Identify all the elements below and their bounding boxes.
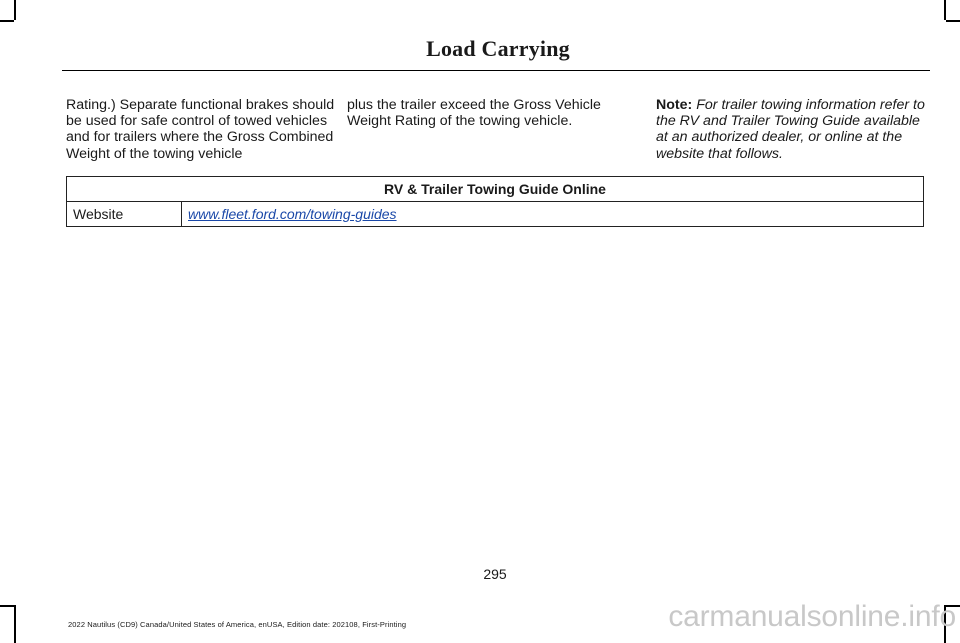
website-label: Website xyxy=(67,202,182,227)
towing-guides-link[interactable]: www.fleet.ford.com/towing-guides xyxy=(188,206,397,222)
website-cell xyxy=(182,202,924,227)
table-header-row xyxy=(67,177,924,202)
crop-mark xyxy=(14,605,16,643)
crop-mark xyxy=(0,20,14,22)
note-label: Note: xyxy=(656,97,693,113)
body-column-2: plus the trailer exceed the Gross Vehicle Weight Rating of the towing vehicle. xyxy=(347,97,601,130)
body-column-1: Rating.) Separate functional brakes should be used for safe control of towed vehicles and for trailers where the Gross Combined Weight of the towing vehicle xyxy=(66,97,335,162)
watermark: carmanualsonline.info xyxy=(668,600,956,633)
crop-mark xyxy=(944,0,946,20)
table-row xyxy=(67,202,924,227)
note-text: For trailer towing information refer to the RV and Trailer Towing Guide available at an authorized dealer, or online at the website that follows. xyxy=(656,97,925,162)
crop-mark xyxy=(14,0,16,20)
page-number: 295 xyxy=(483,566,507,582)
crop-mark xyxy=(0,605,14,607)
towing-guide-table xyxy=(66,176,924,227)
edition-footer: 2022 Nautilus (CD9) Canada/United States of America, enUSA, Edition date: 202108, First-Printing xyxy=(68,620,407,629)
table-title: RV & Trailer Towing Guide Online xyxy=(67,177,924,202)
header-rule xyxy=(62,70,930,71)
page-title: Load Carrying xyxy=(426,36,570,61)
note-paragraph xyxy=(656,97,926,162)
crop-mark xyxy=(946,20,960,22)
